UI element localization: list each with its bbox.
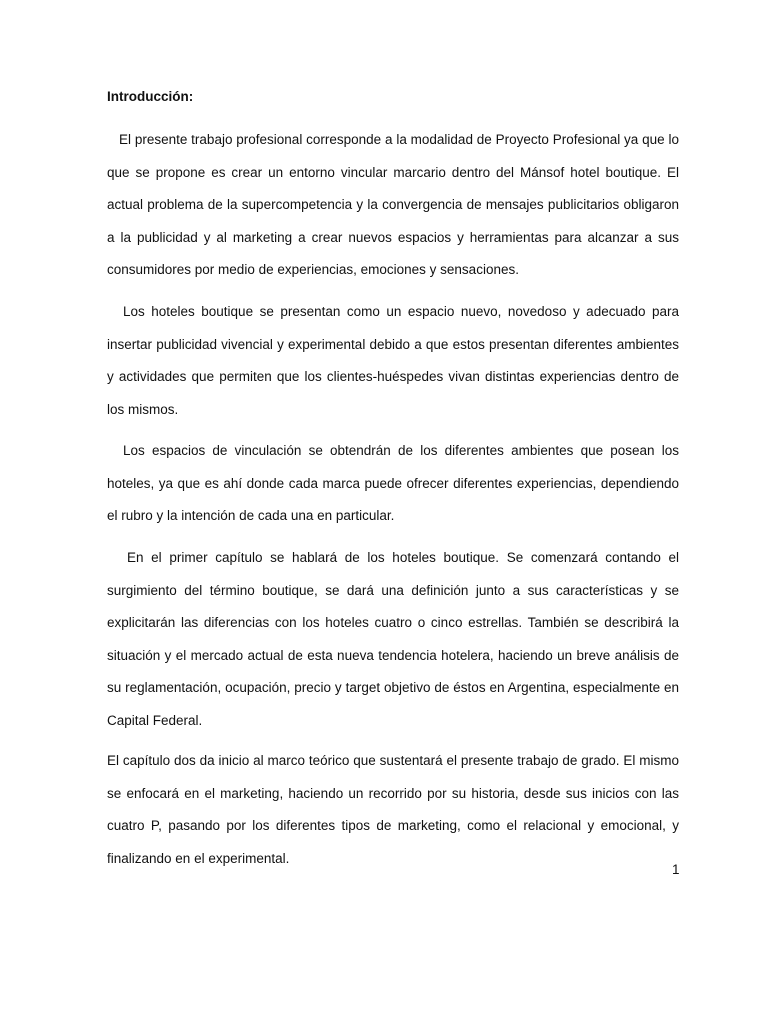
page-number: 1: [672, 862, 680, 877]
section-heading: Introducción:: [107, 89, 194, 104]
paragraph-capitulo-dos: El capítulo dos da inicio al marco teórico que sustentará el presente trabajo de grado. El mismo se enfocará en el marketing, haciendo un recorrido por su historia, desde sus inicios con las cuatro P, pasando por los diferentes tipos de marketing, como el relacional y emocional, y finalizando en el experimental.: [107, 753, 679, 866]
paragraph-introduction: El presente trabajo profesional corresponde a la modalidad de Proyecto Profesional ya que lo que se propone es crear un entorno vincular marcario dentro del Mánsof hotel boutique. El actual problema de la supercompetencia y la convergencia de mensajes publicitarios obligaron a la publicidad y al marketing a crear nuevos espacios y herramientas para alcanzar a sus consumidores por medio de experiencias, emociones y sensaciones.: [107, 132, 679, 277]
paragraph-hoteles-boutique: Los hoteles boutique se presentan como un espacio nuevo, novedoso y adecuado para insertar publicidad vivencial y experimental debido a que estos presentan diferentes ambientes y actividades que permiten que los clientes-huéspedes vivan distintas experiencias dentro de los mismos.: [107, 304, 679, 417]
paragraph-espacios-vinculacion: Los espacios de vinculación se obtendrán de los diferentes ambientes que posean los hoteles, ya que es ahí donde cada marca puede ofrecer diferentes experiencias, dependiendo el rubro y la intención de cada una en particular.: [107, 443, 679, 523]
paragraph-primer-capitulo: En el primer capítulo se hablará de los hoteles boutique. Se comenzará contando el surgimiento del término boutique, se dará una definición junto a sus características y se explicitarán las diferencias con los hoteles cuatro o cinco estrellas. También se describirá la situación y el mercado actual de esta nueva tendencia hotelera, haciendo un breve análisis de su reglamentación, ocupación, precio y target objetivo de éstos en Argentina, especialmente en Capital Federal.: [107, 550, 679, 728]
